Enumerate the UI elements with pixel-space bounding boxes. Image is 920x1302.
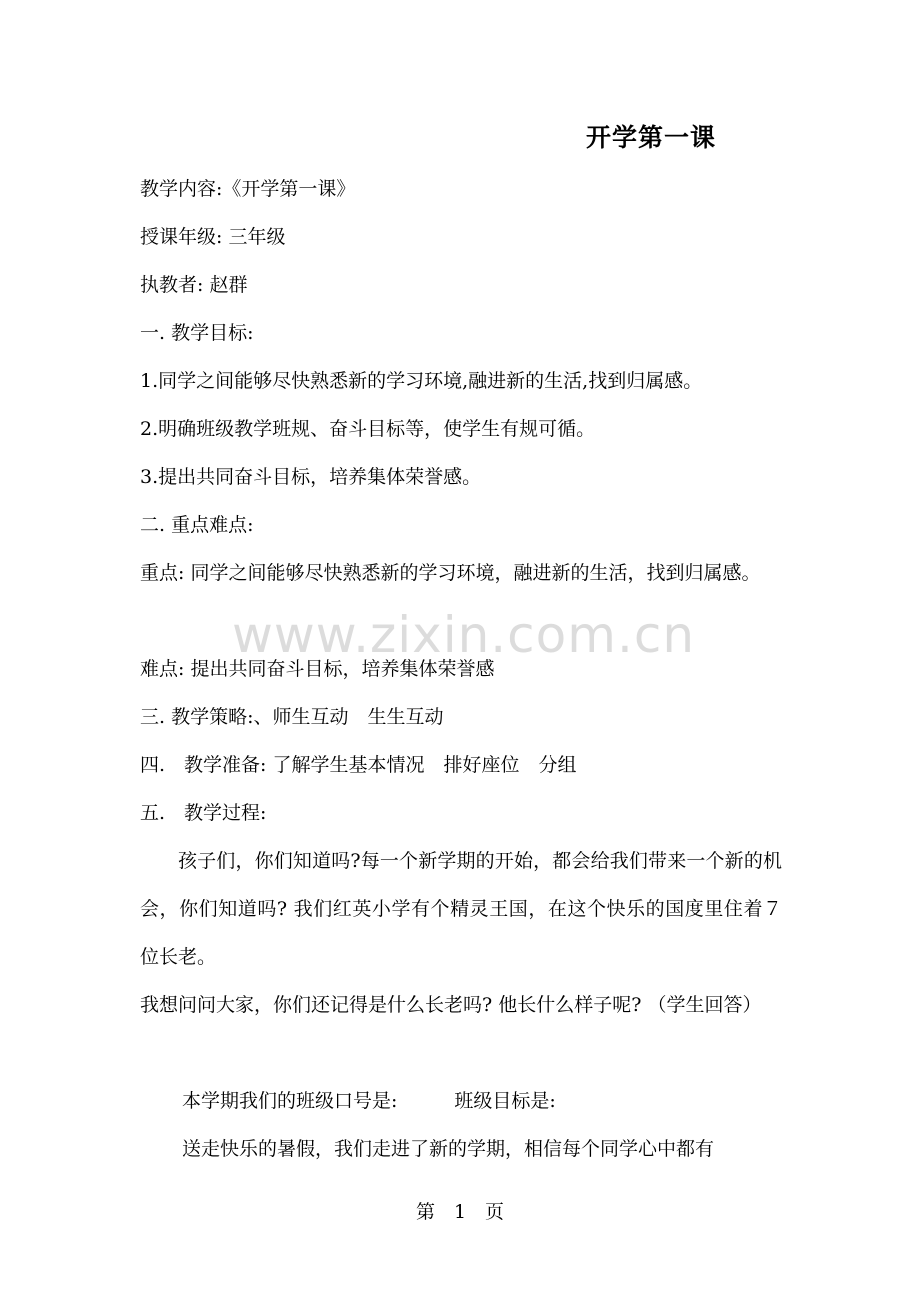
teaching-content: 教学内容:《开学第一课》 [140, 178, 356, 200]
document-title: 开学第一课 [586, 123, 717, 152]
goal-item-1: 1.同学之间能够尽快熟悉新的学习环境,融进新的生活,找到归属感。 [140, 370, 703, 392]
watermark: www.zixin.com.cn [232, 606, 696, 664]
goal-item-2: 2.明确班级教学班规、奋斗目标等，使学生有规可循。 [140, 418, 596, 440]
process-paragraph-2: 我想问问大家，你们还记得是什么长老吗? 他长什么样子呢? （学生回答） [140, 994, 762, 1016]
section-strategy: 三. 教学策略:、师生互动 生生互动 [140, 706, 444, 728]
section-goals-heading: 一. 教学目标: [140, 322, 254, 344]
section-process-heading: 五. 教学过程: [140, 802, 267, 824]
key-point-paragraph: 重点: 同学之间能够尽快熟悉新的学习环境，融进新的生活，找到归属感。 [140, 562, 761, 584]
page-number: 第 1 页 [415, 1201, 505, 1223]
section-key-points-heading: 二. 重点难点: [140, 514, 254, 536]
teacher-name: 执教者: 赵群 [140, 274, 248, 296]
difficulty-line: 难点: 提出共同奋斗目标，培养集体荣誉感 [140, 658, 495, 680]
section-preparation: 四. 教学准备: 了解学生基本情况 排好座位 分组 [140, 754, 577, 776]
goal-item-3: 3.提出共同奋斗目标，培养集体荣誉感。 [140, 466, 482, 488]
slogan-goal-line: 本学期我们的班级口号是: 班级目标是: [182, 1090, 556, 1112]
process-paragraph-1: 孩子们，你们知道吗?每一个新学期的开始，都会给我们带来一个新的机会，你们知道吗? 我们红英小学有个精灵王国，在这个快乐的国度里住着７位长老。 [140, 850, 782, 968]
grade-level: 授课年级: 三年级 [140, 226, 286, 248]
process-paragraph-3: 送走快乐的暑假，我们走进了新的学期，相信每个同学心中都有 [182, 1138, 715, 1160]
